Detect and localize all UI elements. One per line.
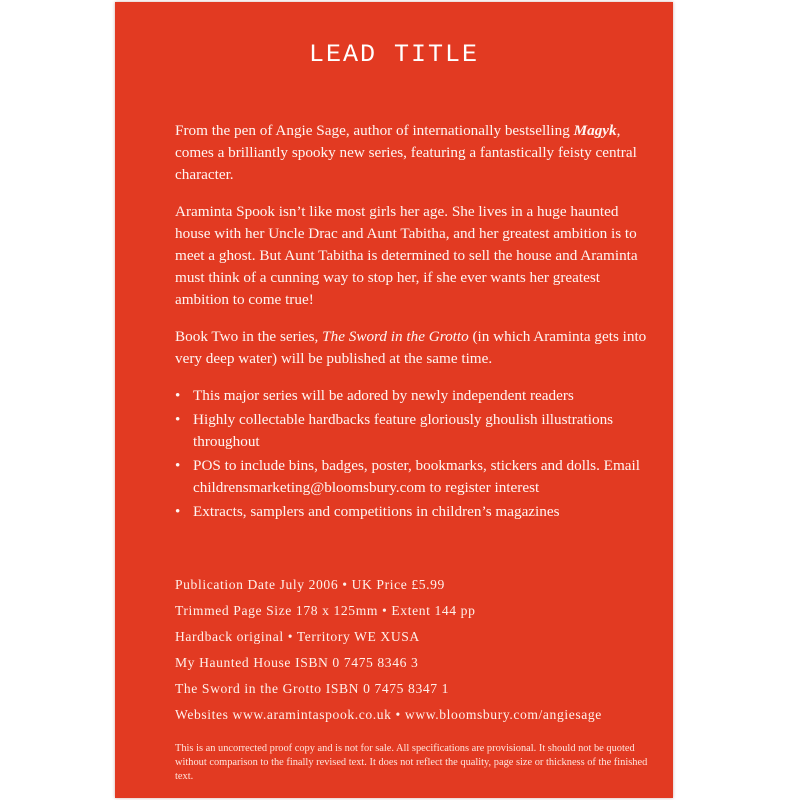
spec-format-territory: Hardback original • Territory WE XUSA: [175, 629, 420, 644]
bullet-dot-icon: •: [175, 411, 181, 428]
description-body: [175, 120, 655, 525]
bullet-item: [175, 385, 655, 407]
proof-back-cover: [115, 2, 673, 798]
intro-paragraph: [175, 120, 655, 186]
book-two-text-before: Book Two in the series,: [175, 328, 323, 345]
book-two-text-after: (in which Araminta gets into very deep water) will be published at the same time.: [175, 328, 647, 367]
book-two-paragraph: [175, 326, 655, 370]
proof-disclaimer: This is an uncorrected proof copy and is not for sale. All specifications are provisional. It should not be quoted without comparison to the finally revised text. It does not reflect the quality, page size or thickness of the finished text.: [175, 743, 648, 782]
intro-text-before: From the pen of Angie Sage, author of internationally bestselling: [175, 122, 574, 139]
bullet-item: [175, 409, 655, 453]
bullet-dot-icon: •: [175, 457, 181, 474]
bullet-text: POS to include bins, badges, poster, bookmarks, stickers and dolls. Email childrensmarketing@bloomsbury.com to register interest: [193, 457, 640, 496]
bullet-text: Extracts, samplers and competitions in children’s magazines: [193, 503, 560, 520]
feature-bullet-list: [175, 385, 655, 523]
bullet-text: Highly collectable hardbacks feature gloriously ghoulish illustrations throughout: [193, 411, 614, 450]
book-two-title: The Sword in the Grotto: [322, 328, 469, 345]
spec-websites: Websites www.aramintaspook.co.uk • www.bloomsbury.com/angiesage: [175, 707, 602, 722]
intro-book-title: Magyk: [573, 122, 617, 139]
bullet-dot-icon: •: [175, 503, 181, 520]
spec-page-size: Trimmed Page Size 178 x 125mm • Extent 144 pp: [175, 603, 476, 618]
bullet-dot-icon: •: [175, 387, 181, 404]
bullet-item: [175, 455, 655, 499]
synopsis-paragraph: Araminta Spook isn’t like most girls her age. She lives in a huge haunted house with her Uncle Drac and Aunt Tabitha, and her greatest ambition is to meet a ghost. But Aunt Tabitha is determined to sell the house and Araminta must think of a cunning way to stop her, if she ever wants her greatest ambition to come true!: [175, 203, 638, 308]
spec-isbn-book-two: The Sword in the Grotto ISBN 0 7475 8347 1: [175, 681, 450, 696]
spec-publication-date: Publication Date July 2006 • UK Price £5.99: [175, 577, 445, 592]
bullet-text: This major series will be adored by newly independent readers: [193, 387, 574, 404]
publication-specs: [175, 572, 655, 728]
intro-text-after: , comes a brilliantly spooky new series, featuring a fantastically feisty central character.: [175, 122, 637, 183]
spec-isbn-book-one: My Haunted House ISBN 0 7475 8346 3: [175, 655, 419, 670]
lead-title-heading: LEAD TITLE: [308, 40, 480, 69]
bullet-item: [175, 501, 655, 523]
